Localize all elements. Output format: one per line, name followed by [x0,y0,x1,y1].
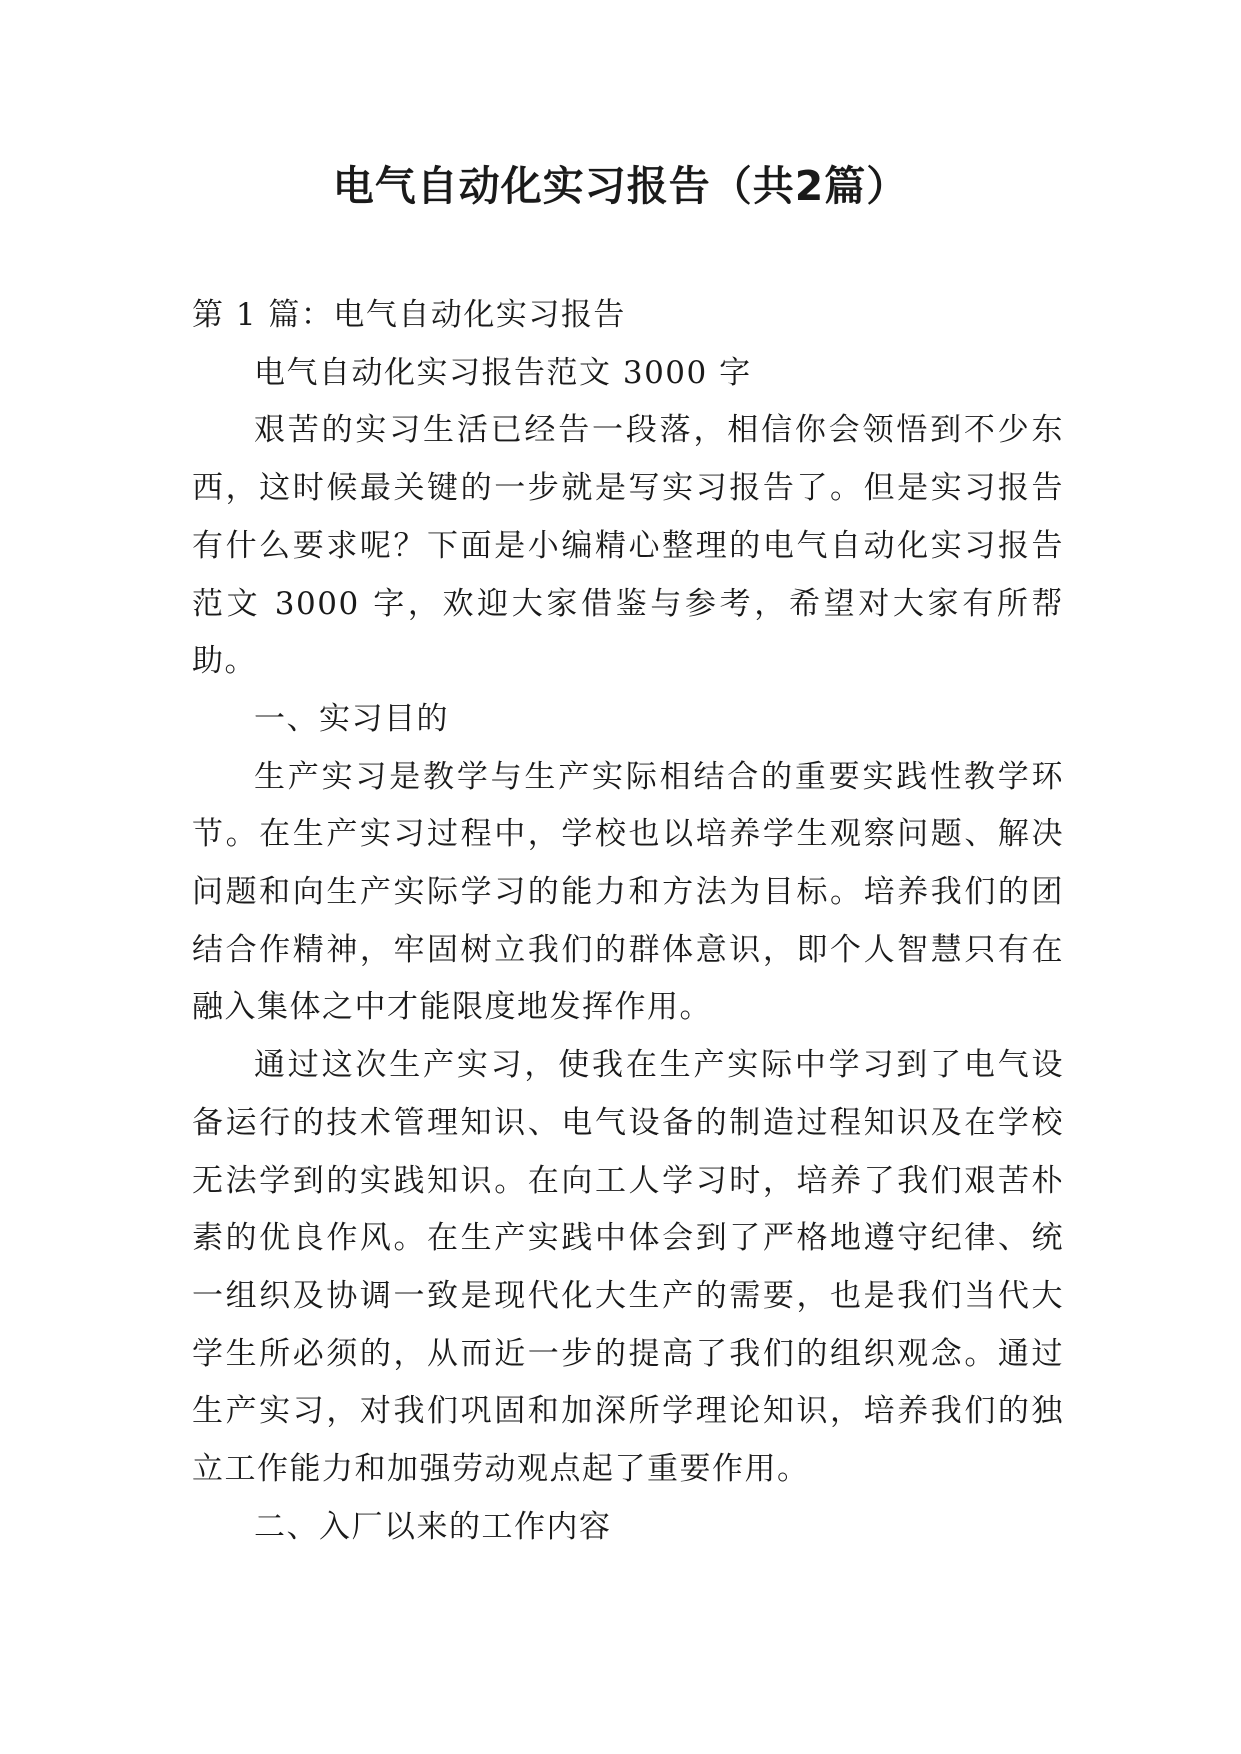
document-body [192,287,1064,1556]
chapter-heading: 第 1 篇：电气自动化实习报告 [192,297,626,333]
purpose-paragraph-2: 通过这次生产实习，使我在生产实际中学习到了电气设备运行的技术管理知识、电气设备的制造过程知识及在学校无法学到的实践知识。在向工人学习时，培养了我们艰苦朴素的优良作风。在生产实践中体会到了严格地遵守纪律、统一组织及协调一致是现代化大生产的需要，也是我们当代大学生所必须的，从而近一步的提高了我们的组织观念。通过生产实习，对我们巩固和加深所学理论知识，培养我们的独立工作能力和加强劳动观点起了重要作用。 [192,1047,1064,1488]
document-title: 电气自动化实习报告（共2篇） [332,162,909,210]
section-heading-work: 二、入厂以来的工作内容 [254,1508,612,1545]
purpose-paragraph-1: 生产实习是教学与生产实际相结合的重要实践性教学环节。在生产实习过程中，学校也以培养学生观察问题、解决问题和向生产实际学习的能力和方法为目标。培养我们的团结合作精神，牢固树立我们的群体意识，即个人智慧只有在融入集体之中才能限度地发挥作用。 [192,758,1064,1026]
section-heading-purpose: 一、实习目的 [254,700,449,737]
article-subtitle: 电气自动化实习报告范文 3000 字 [254,354,752,391]
intro-paragraph: 艰苦的实习生活已经告一段落，相信你会领悟到不少东西，这时候最关键的一步就是写实习报告了。但是实习报告有什么要求呢？下面是小编精心整理的电气自动化实习报告范文 3000 字，欢迎大家借鉴与参考，希望对大家有所帮助。 [192,412,1064,680]
